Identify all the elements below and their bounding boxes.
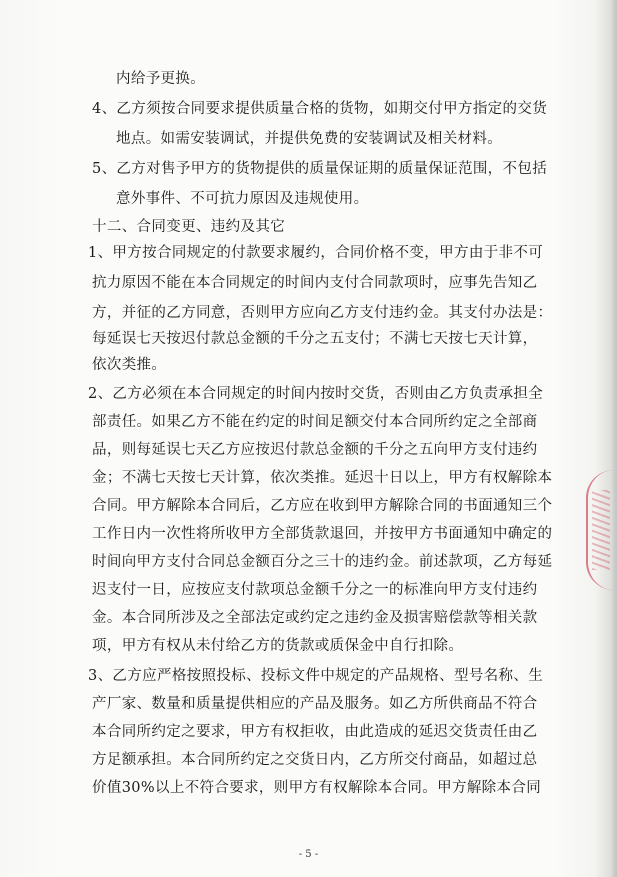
text-line: 品，则每延误七天乙方应按迟付款总金额的千分之五向甲方支付违约 (92, 442, 538, 458)
text-line: 迟支付一日，应按应支付款项总金额千分之一的标准向甲方支付违约 (92, 582, 538, 598)
page-number: - 5 - (298, 849, 319, 860)
section-heading: 十二、合同变更、违约及其它 (92, 219, 286, 235)
text-line: 时间向甲方支付合同总金额百分之三十的违约金。前述款项，乙方每延 (92, 554, 553, 570)
text-line: 地点。如需安装调试，并提供免费的安装调试及相关材料。 (116, 131, 503, 147)
text-line: 本合同所约定之要求，甲方有权拒收，由此造成的延迟交货责任由乙 (92, 724, 538, 740)
text-line: 金。本合同所涉及之全部法定或约定之违约金及损害赔偿款等相关款 (92, 610, 538, 626)
text-line: 意外事件、不可抗力原因及违规使用。 (116, 191, 369, 207)
clause-5: 5、乙方对售予甲方的货物提供的质量保证期的质量保证范围，不包括 (92, 161, 548, 177)
text-line: 每延误七天按迟付款总金额的千分之五支付；不满七天按七天计算， (92, 331, 538, 347)
clause-1: 1、甲方按合同规定的付款要求履约，合同价格不变，甲方由于非不可 (88, 245, 544, 261)
clause-2: 2、乙方必须在本合同规定的时间内按时交货，否则由乙方负责承担全 (88, 386, 544, 402)
text-line: 抗力原因不能在本合同规定的时间内支付合同款项时，应事先告知乙 (92, 275, 538, 291)
text-line: 工作日内一次性将所收甲方全部货款退回，并按甲方书面通知中确定的 (92, 526, 553, 542)
text-line: 方，并征的乙方同意，否则甲方应向乙方支付违约金。其支付办法是： (92, 305, 553, 321)
text-line: 价值30%以上不符合要求，则甲方有权解除本合同。甲方解除本合同 (92, 780, 542, 796)
clause-3: 3、乙方应严格按照投标、投标文件中规定的产品规格、型号名称、生 (88, 668, 544, 684)
text-line: 部责任。如果乙方不能在约定的时间足额交付本合同所约定之全部商 (92, 414, 538, 430)
scan-edge-shadow (595, 0, 617, 877)
text-line: 内给予更换。 (116, 71, 206, 87)
text-line: 合同。甲方解除本合同后，乙方应在收到甲方解除合同的书面通知三个 (92, 498, 553, 514)
seal-stamp-pattern (592, 490, 610, 570)
text-line: 金；不满七天按七天计算，依次类推。延迟十日以上，甲方有权解除本 (92, 470, 553, 486)
text-line: 项，甲方有权从未付给乙方的货款或质保金中自行扣除。 (92, 638, 464, 654)
clause-4: 4、乙方须按合同要求提供质量合格的货物，如期交付甲方指定的交货 (92, 101, 548, 117)
text-line: 方足额承担。本合同所约定之交货日内，乙方所交付商品，如超过总 (92, 752, 538, 768)
text-line: 依次类推。 (92, 357, 167, 373)
text-line: 产厂家、数量和质量提供相应的产品及服务。如乙方所供商品不符合 (92, 696, 538, 712)
